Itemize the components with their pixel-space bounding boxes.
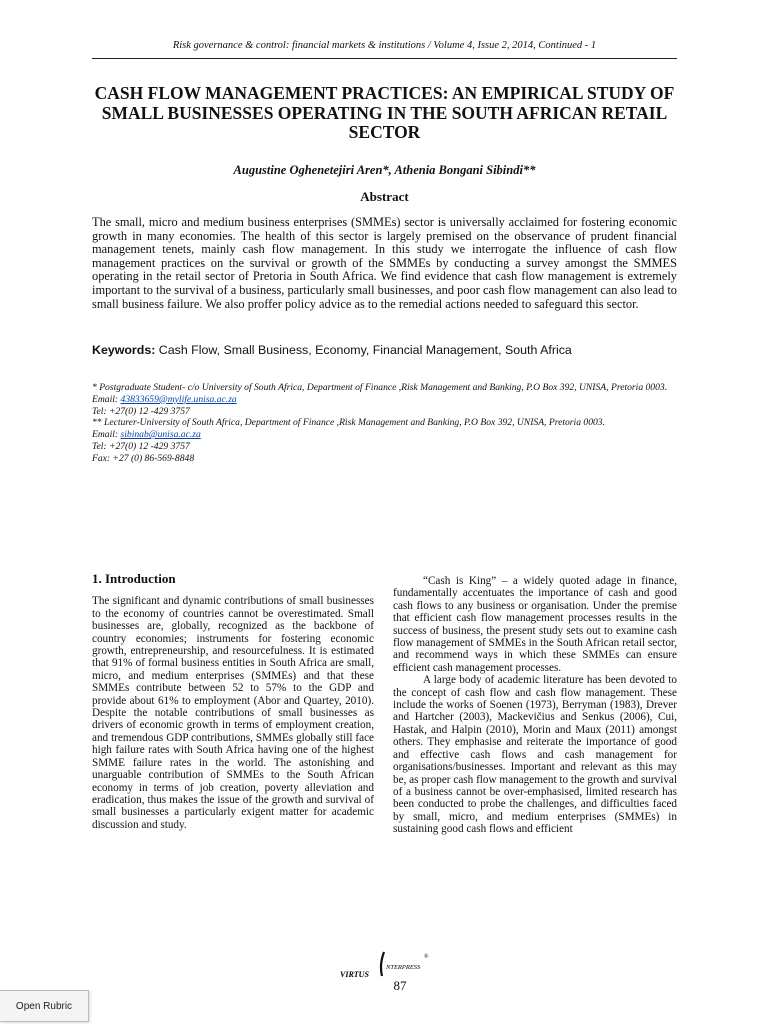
article-authors: Augustine Oghenetejiri Aren*, Athenia Bongani Sibindi** bbox=[233, 163, 536, 177]
footnote-email2-line bbox=[92, 429, 677, 441]
footnote-author1: * Postgraduate Student- c/o University of South Africa, Department of Finance ,Risk Management and Banking, P.O Box 392, UNISA, Pretoria 0003. bbox=[92, 382, 668, 393]
email-link-author2[interactable]: sibinab@unisa.ac.za bbox=[120, 429, 201, 441]
footnote-tel2: Tel: +27(0) 12 -429 3757 bbox=[92, 440, 190, 452]
left-column bbox=[92, 573, 374, 831]
right-column bbox=[393, 575, 677, 836]
introduction-paragraph: The significant and dynamic contributions of small businesses to the economy of countries cannot be overestimated. Small businesses are, globally, recognized as the backbone of country economies; instruments for fostering economic growth, entrepreneurship, and resourcefulness. It is estimated that 91% of formal business entities in South Africa are small, micro, and medium enterprises (SMMEs) and that these SMMEs contribute between 52 to 57% to the GDP and provide about 61% to employment (Abor and Quartey, 2010). Despite the notable contributions of small businesses as drivers of economic growth in terms of employment creation, and tremendous GDP contributions, SMMEs globally still face high failure rates with South Africa having one of the highest SMME failure rates in the world. The astonishing and unarguable contribution of SMMEs to the South African economy in terms of job creation, poverty alleviation and eradication, thus makes the issue of the growth and survival of small businesses a particularly exigent matter for academic discussion and study. bbox=[92, 595, 374, 831]
keywords-line bbox=[92, 343, 677, 357]
footnote-email1-line bbox=[92, 394, 677, 406]
introduction-heading: 1. Introduction bbox=[92, 571, 176, 586]
logo-graphic bbox=[340, 950, 430, 980]
keywords-label: Keywords: bbox=[92, 343, 156, 357]
registered-mark: ® bbox=[424, 954, 429, 960]
page-number: 87 bbox=[393, 978, 407, 993]
virtus-interpress-logo bbox=[340, 950, 430, 980]
footnote-tel1: Tel: +27(0) 12 -429 3757 bbox=[92, 405, 190, 417]
footnote-fax2: Fax: +27 (0) 86-569-8848 bbox=[92, 452, 195, 464]
footnote-author2: ** Lecturer-University of South Africa, Department of Finance ,Risk Management and Banking, P.O Box 392, UNISA, Pretoria 0003. bbox=[92, 417, 605, 429]
right-paragraph-2: A large body of academic literature has been devoted to the concept of cash flow and cash flow management. These include the works of Soenen (1973), Berryman (1983), Drever and Hartcher (2003), Mackevičius and Senkus (2006), Cui, Hastak, and Halpin (2010), Morin and Maux (2011) amongst others. They emphasise and reiterate the importance of good and effective cash flows and cash management for organisations/businesses. Important and relevant as this may be, as proper cash flow management to the growth and survival of a business cannot be over-emphasised, limited research has been conducted to probe the challenges, and difficulties faced by small, micro, and medium enterprises (SMMEs) in sustaining good cash flows and efficient bbox=[393, 674, 677, 836]
open-rubric-button[interactable]: Open Rubric bbox=[0, 990, 89, 1022]
right-paragraph-1: “Cash is King” – a widely quoted adage in finance, fundamentally accentuates the importance of cash and good cash flows to any business or organisation. Under the premise that efficient cash flow management processes results in the success of business, the present study sets out to examine cash flow management of SMMEs in the South African retail sector, and recommend ways in which these SMMEs can ensure efficient cash management processes. bbox=[393, 575, 677, 674]
author-footnotes bbox=[92, 382, 677, 465]
running-head: Risk governance & control: financial markets & institutions / Volume 4, Issue 2, 2014, Continued - 1 bbox=[172, 40, 597, 51]
abstract-text: The small, micro and medium business enterprises (SMMEs) sector is universally acclaimed for fostering economic growth in many economies. The health of this sector is largely premised on the observance of prudent financial management tenets, mainly cash flow management. In this study we interrogate the influence of cash flow management practices on the survival or growth of the SMMEs by conducting a survey amongst the SMMES operating in the retail sector of Pretoria in South Africa. We find evidence that cash flow management is extremely important to the survival of a business, particularly small businesses, and poor cash flow management can also lead to small business failure. We also proffer policy advice as to the remedial actions needed to safeguard this sector. bbox=[92, 215, 677, 311]
abstract-heading: Abstract bbox=[360, 189, 409, 204]
email-link-author1[interactable]: 43833659@mylife.unisa.ac.za bbox=[120, 393, 237, 405]
header-divider bbox=[92, 58, 677, 59]
article-title: CASH FLOW MANAGEMENT PRACTICES: AN EMPIRICAL STUDY OF SMALL BUSINESSES OPERATING IN THE SOUTH AFRICAN RETAIL SECTOR bbox=[94, 83, 675, 142]
logo-swoosh bbox=[381, 952, 384, 976]
keywords-list: Cash Flow, Small Business, Economy, Financial Management, South Africa bbox=[155, 343, 572, 357]
email-label: Email: bbox=[92, 393, 121, 405]
logo-word-virtus: VIRTUS bbox=[340, 970, 369, 979]
email-label: Email: bbox=[92, 429, 121, 441]
logo-word-interpress: NTERPRESS bbox=[386, 964, 421, 971]
